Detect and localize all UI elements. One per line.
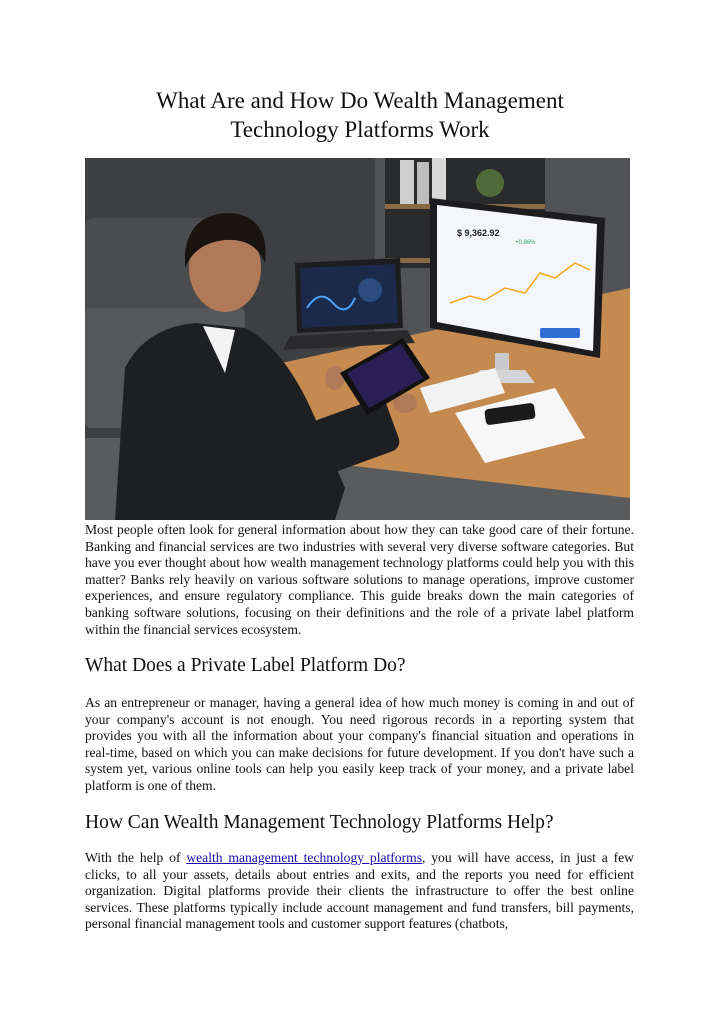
section-heading-private-label: What Does a Private Label Platform Do? [85, 655, 406, 676]
private-label-paragraph: As an entrepreneur or manager, having a general idea of how much money is coming in and out of your company's account is not enough. You need rigorous records in a reporting system that provides you with all the information about your company's financial situation and operations in real-time, based on which you can make decisions for future development. If you don't have such a system yet, various online tools can help you easily keep track of your money, and a private label platform is one of them. [85, 695, 634, 793]
page-title-line-1: What Are and How Do Wealth Management [156, 88, 564, 113]
section-heading-wealth-platforms: How Can Wealth Management Technology Platforms Help? [85, 812, 554, 833]
intro-paragraph: Most people often look for general information about how they can take good care of their fortune. Banking and financial services are two industries with several very diverse software categories. But have you ever thought about how wealth management technology platforms could help you with this matter? Banks rely heavily on various software solutions to manage operations, improve customer experiences, and ensure regulatory compliance. This guide breaks down the main categories of banking software solutions, focusing on their definitions and the role of a private label platform within the financial services ecosystem. [85, 522, 634, 637]
monitor-price-text: $ 9,362.92 [457, 228, 500, 238]
paragraph-text-suffix: , you will have access, in just a few clicks, to all your assets, details about entries and exits, and the reports you need for efficient organization. Digital platforms provide their clients the infrastructure to offer the best online services. These platforms typically include account management and fund transfers, bill payments, personal financial management tools and customer support features (chatbots, [85, 850, 634, 932]
monitor-change-text: +0.86% [515, 240, 536, 246]
page-title-line-2: Technology Platforms Work [230, 117, 490, 142]
page-title [60, 86, 660, 144]
wealth-platforms-link[interactable]: wealth management technology platforms [186, 850, 422, 865]
wealth-platforms-paragraph [85, 850, 634, 933]
hero-photo [85, 158, 630, 520]
paragraph-text-prefix: With the help of [85, 850, 187, 865]
